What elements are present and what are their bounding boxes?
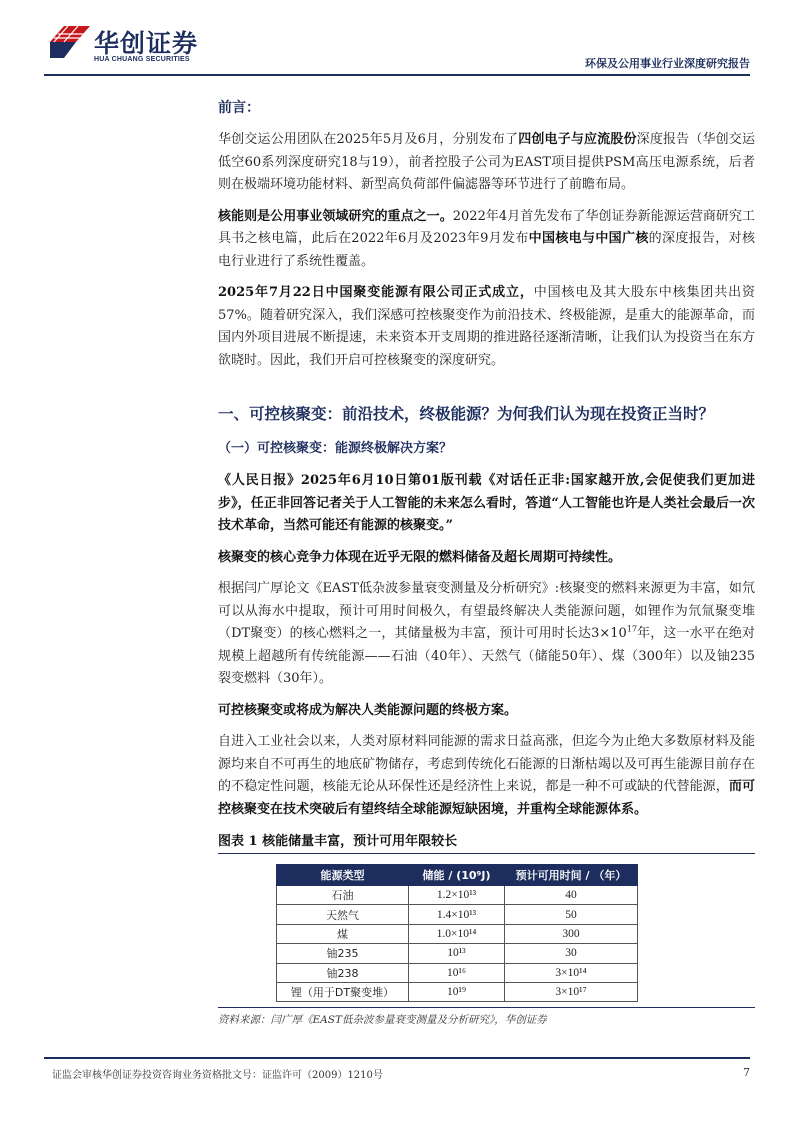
footer-divider xyxy=(44,1057,750,1059)
cell-years: 3×10¹⁷ xyxy=(505,982,638,1001)
figure-title: 图表 1 核能储量丰富，预计可用年限较长 xyxy=(218,830,755,854)
cell-years: 50 xyxy=(505,905,638,924)
table-row xyxy=(277,924,638,943)
table-row xyxy=(277,886,638,905)
cell-energy: 10¹⁶ xyxy=(409,963,505,982)
bold-text-run: 而可控核聚变在技术突破后有望终结全球能源短缺困境，并重构全球能源体系。 xyxy=(218,779,755,817)
bold-text-run: 2025年7月22日中国聚变能源有限公司正式成立， xyxy=(218,285,534,300)
preface-paragraph-2 xyxy=(218,206,755,274)
energy-table-wrapper xyxy=(276,864,755,1002)
section-heading: 一、可控核聚变：前沿技术，终极能源？为何我们认为现在投资正当时？ xyxy=(218,404,715,423)
energy-reserve-table xyxy=(276,864,638,1002)
cell-years: 300 xyxy=(505,924,638,943)
logo-text-cn: 华创证券 xyxy=(94,29,199,58)
page-number: 7 xyxy=(743,1066,750,1079)
quote-paragraph: 《人民日报》2025年6月10日第01版刊载《对话任正非:国家越开放,会促使我们更加进步》，任正非回答记者关于人工智能的未来怎么看时，答道“人工智能也许是人类社会最后一次技术革命，当然可能还有能源的核聚变。” xyxy=(218,473,755,533)
preface-paragraph-1 xyxy=(218,129,755,197)
preface-heading: 前言： xyxy=(218,100,260,116)
text-run: 的深度报告，对核电行业进行了系统性覆盖。 xyxy=(218,231,755,269)
cell-years: 40 xyxy=(505,886,638,905)
cell-energy: 1.2×10¹³ xyxy=(409,886,505,905)
preface-paragraph-3 xyxy=(218,282,755,372)
col-header-years: 预计可用时间 / （年） xyxy=(505,865,638,886)
text-run: 2022年4月首先发布了华创证券新能源运营商研究工具书之核电篇，此后在2022年6月及2023年9月发布 xyxy=(218,208,755,246)
bold-text-run: 四创电子与应流股份 xyxy=(518,132,637,147)
cell-type: 铀235 xyxy=(277,944,409,963)
text-run: 中国核电及其大股东中核集团共出资57%。随着研究深入，我们深感可控核聚变作为前沿技术、终极能源，是重大的能源革命，而国内外项目进展不断提速，未来资本开支周期的推进路径逐渐清晰，让我们认为投资当在东方欲晓时。因此，我们开启可控核聚变的深度研究。 xyxy=(218,285,755,368)
table-row xyxy=(277,905,638,924)
cell-type: 锂（用于DT聚变堆） xyxy=(277,982,409,1001)
cell-type: 煤 xyxy=(277,924,409,943)
energy-paragraph xyxy=(218,731,755,821)
main-content xyxy=(218,97,755,1027)
footer-license: 证监会审核华创证券投资咨询业务资格批文号：证监许可（2009）1210号 xyxy=(52,1070,383,1081)
cell-type: 天然气 xyxy=(277,905,409,924)
text-run: 自进入工业社会以来，人类对原材料同能源的需求日益高涨，但迄今为止绝大多数原材料及能源均来自不可再生的地底矿物储存，考虑到传统化石能源的日渐枯竭以及可再生能源目前存在的不稳定性问题，核能无论从环保性还是经济性上来说，都是一种不可或缺的代替能源， xyxy=(218,734,755,794)
page-header xyxy=(0,0,794,80)
table-row xyxy=(277,963,638,982)
figure-source: 资料来源：闫广厚《EAST低杂波参量衰变测量及分析研究》，华创证券 xyxy=(218,1007,755,1027)
text-run: 根据闫广厚论文《EAST低杂波参量衰变测量及分析研究》:核聚变的燃料来源更为丰富，如氘可以从海水中提取，预计可用时间极久，有望最终解决人类能源问题，如锂作为氘氚聚变堆（DT聚变）的核心燃料之一，其储量极为丰富，预计可用时长达3×10 xyxy=(218,581,755,641)
cell-energy: 1.4×10¹³ xyxy=(409,905,505,924)
company-logo xyxy=(50,24,200,74)
cell-type: 铀238 xyxy=(277,963,409,982)
col-header-energy: 储能 / (10⁹J) xyxy=(409,865,505,886)
lead-sentence-2: 可控核聚变或将成为解决人类能源问题的终极方案。 xyxy=(218,702,518,718)
cell-energy: 10¹³ xyxy=(409,944,505,963)
subsection-heading: （一）可控核聚变：能源终极解决方案？ xyxy=(218,441,453,456)
text-run: 年，这一水平在绝对规模上超越所有传统能源——石油（40年）、天然气（储能50年）、煤（300年）以及铀235裂变燃料（30年）。 xyxy=(218,626,755,686)
bold-text-run: 核能则是公用事业领域研究的重点之一。 xyxy=(218,208,453,224)
cell-type: 石油 xyxy=(277,886,409,905)
table-row xyxy=(277,944,638,963)
cell-years: 30 xyxy=(505,944,638,963)
table-header-row xyxy=(277,865,638,886)
logo-mark-icon xyxy=(50,24,90,60)
text-run: 华创交运公用团队在2025年5月及6月，分别发布了 xyxy=(218,132,519,147)
header-divider xyxy=(44,74,750,76)
cell-years: 3×10¹⁴ xyxy=(505,963,638,982)
bold-text-run: 中国核电与中国广核 xyxy=(528,231,649,246)
col-header-type: 能源类型 xyxy=(277,865,409,886)
logo-text-en: HUA CHUANG SECURITIES xyxy=(94,56,190,63)
lead-sentence-1: 核聚变的核心竞争力体现在近乎无限的燃料储备及超长周期可持续性。 xyxy=(218,549,622,565)
cell-energy: 10¹⁹ xyxy=(409,982,505,1001)
table-row xyxy=(277,982,638,1001)
report-title: 环保及公用事业行业深度研究报告 xyxy=(585,57,750,70)
cell-energy: 1.0×10¹⁴ xyxy=(409,924,505,943)
fuel-paragraph xyxy=(218,578,755,691)
superscript: 17 xyxy=(626,624,638,634)
text-run: 深度报告（华创交运低空60系列深度研究18与19），前者控股子公司为EAST项目提供PSM高压电源系统，后者则在极端环境功能材料、新型高负荷部件偏滤器等环节进行了前瞻布局。 xyxy=(218,132,755,192)
